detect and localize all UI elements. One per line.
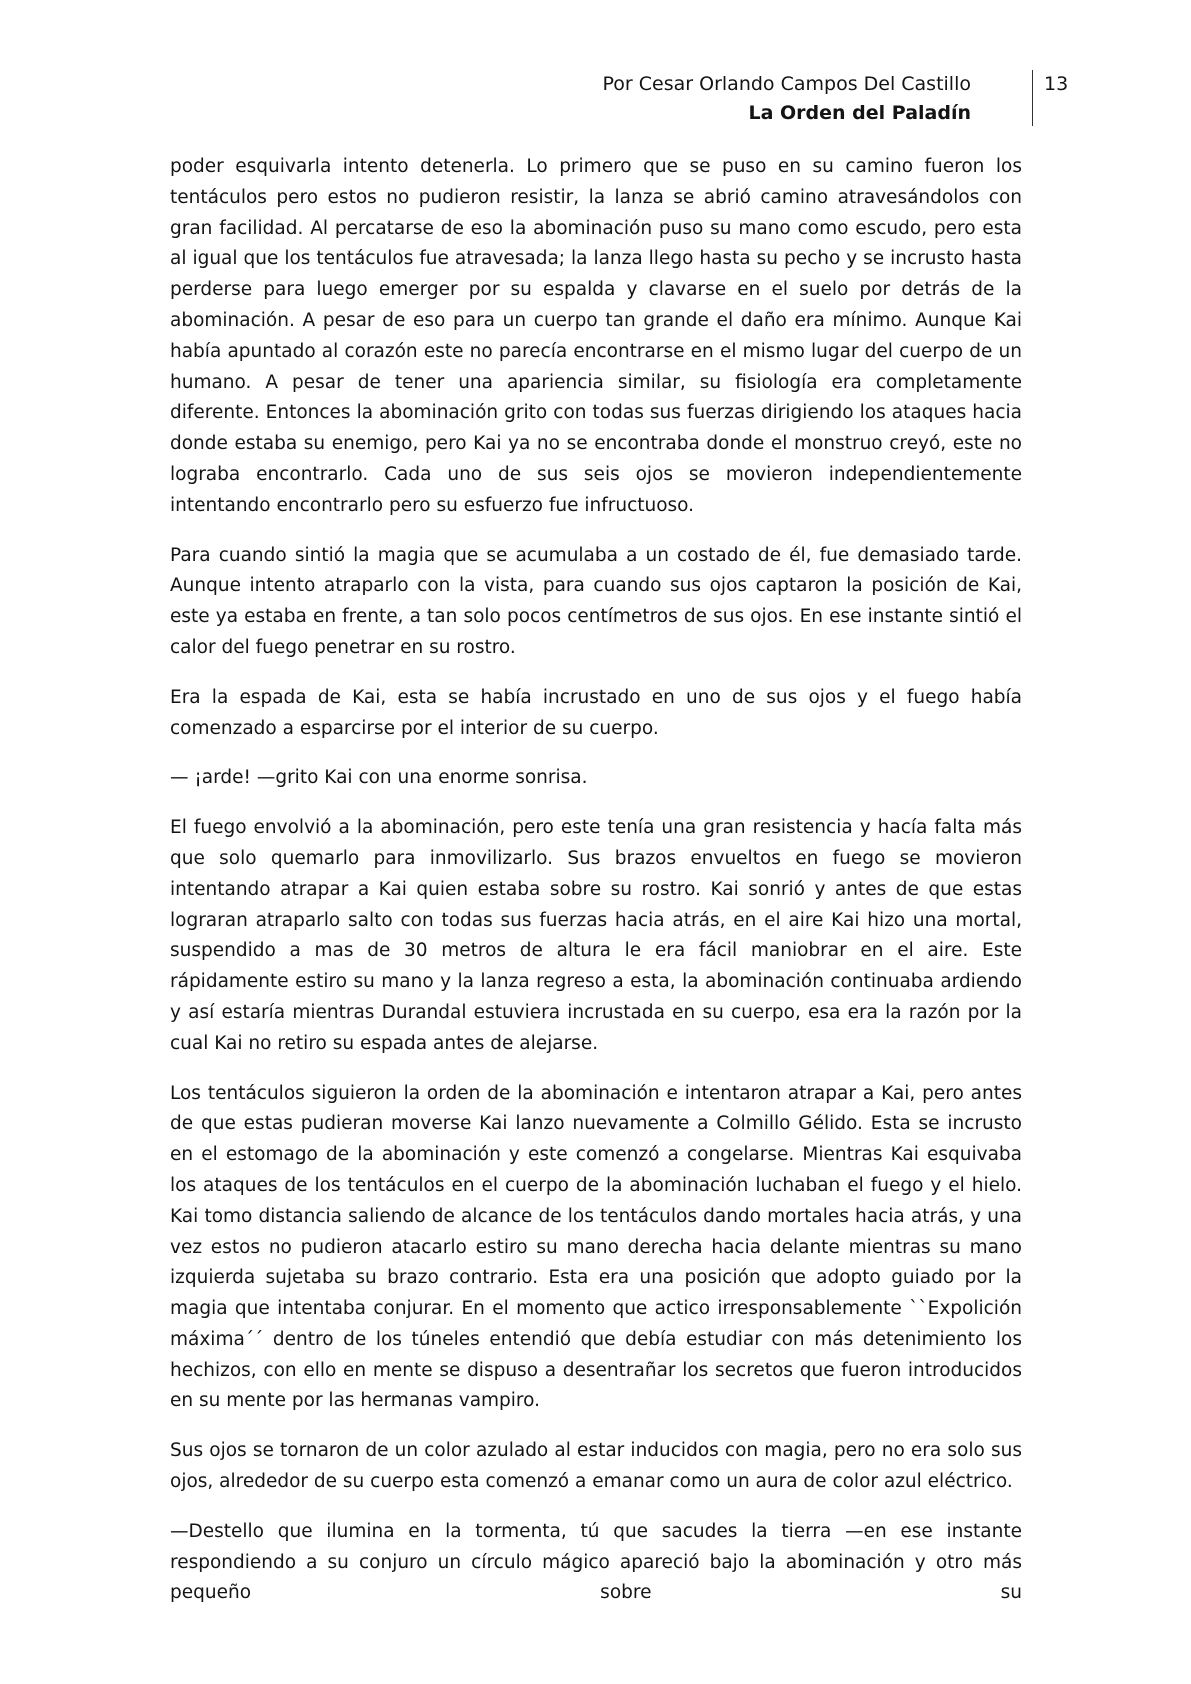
body-text xyxy=(170,152,1022,1628)
header-book-title: La Orden del Paladín xyxy=(748,102,971,124)
paragraph: Sus ojos se tornaron de un color azulado al estar inducidos con magia, pero no era solo sus ojos, alrededor de su cuerpo esta comenzó a emanar como un aura de color azul eléctrico. xyxy=(170,1440,1022,1493)
paragraph: —Destello que ilumina en la tormenta, tú que sacudes la tierra —en ese instante respondiendo a su conjuro un círculo mágico apareció bajo la abominación y otro más pequeño sobre su xyxy=(170,1520,1022,1604)
paragraph: Era la espada de Kai, esta se había incrustado en uno de sus ojos y el fuego había comenzado a esparcirse por el interior de su cuerpo. xyxy=(170,686,1022,739)
paragraph: Para cuando sintió la magia que se acumulaba a un costado de él, fue demasiado tarde. Aunque intento atraparlo con la vista, para cuando sus ojos captaron la posición de Kai, este ya estaba en frente, a tan solo pocos centímetros de sus ojos. En ese instante sintió el calor del fuego penetrar en su rostro. xyxy=(170,544,1022,658)
dialogue-line: — ¡arde! —grito Kai con una enorme sonrisa. xyxy=(170,767,588,789)
paragraph: poder esquivarla intento detenerla. Lo primero que se puso en su camino fueron los tentáculos pero estos no pudieron resistir, la lanza se abrió camino atravesándolos con gran facilidad. Al percatarse de eso la abominación puso su mano como escudo, pero esta al igual que los tentáculos fue atravesada; la lanza llego hasta su pecho y se incrusto hasta perderse para luego emerger por su espalda y clavarse en el suelo por detrás de la abominación. A pesar de eso para un cuerpo tan grande el daño era mínimo. Aunque Kai había apuntado al corazón este no parecía encontrarse en el mismo lugar del cuerpo de un humano. A pesar de tener una apariencia similar, su fisiología era completamente diferente. Entonces la abominación grito con todas sus fuerzas dirigiendo los ataques hacia donde estaba su enemigo, pero Kai ya no se encontraba donde el monstruo creyó, este no lograba encontrarlo. Cada uno de sus seis ojos se movieron independientemente intentando encontrarlo pero su esfuerzo fue infructuoso. xyxy=(170,156,1022,516)
paragraph: El fuego envolvió a la abominación, pero este tenía una gran resistencia y hacía falta más que solo quemarlo para inmovilizarlo. Sus brazos envueltos en fuego se movieron intentando atrapar a Kai quien estaba sobre su rostro. Kai sonrió y antes de que estas lograran atraparlo salto con todas sus fuerzas hacia atrás, en el aire Kai hizo una mortal, suspendido a mas de 30 metros de altura le era fácil maniobrar en el aire. Este rápidamente estiro su mano y la lanza regreso a esta, la abominación continuaba ardiendo y así estaría mientras Durandal estuviera incrustada en su cuerpo, esa era la razón por la cual Kai no retiro su espada antes de alejarse. xyxy=(170,817,1022,1054)
running-header xyxy=(603,70,971,128)
page-number: 13 xyxy=(1044,73,1069,95)
paragraph: Los tentáculos siguieron la orden de la abominación e intentaron atrapar a Kai, pero antes de que estas pudieran moverse Kai lanzo nuevamente a Colmillo Gélido. Esta se incrusto en el estomago de la abominación y este comenzó a congelarse. Mientras Kai esquivaba los ataques de los tentáculos en el cuerpo de la abominación luchaban el fuego y el hielo. Kai tomo distancia saliendo de alcance de los tentáculos dando mortales hacia atrás, y una vez estos no pudieron atacarlo estiro su mano derecha hacia delante mientras su mano izquierda sujetaba su brazo contrario. Esta era una posición que adopto guiado por la magia que intentaba conjurar. En el momento que actico irresponsablemente ``Expolición máxima´´ dentro de los túneles entendió que debía estudiar con más detenimiento los hechizos, con ello en mente se dispuso a desentrañar los secretos que fueron introducidos en su mente por las hermanas vampiro. xyxy=(170,1082,1022,1412)
header-divider xyxy=(1032,70,1033,126)
header-author: Por Cesar Orlando Campos Del Castillo xyxy=(602,73,971,95)
